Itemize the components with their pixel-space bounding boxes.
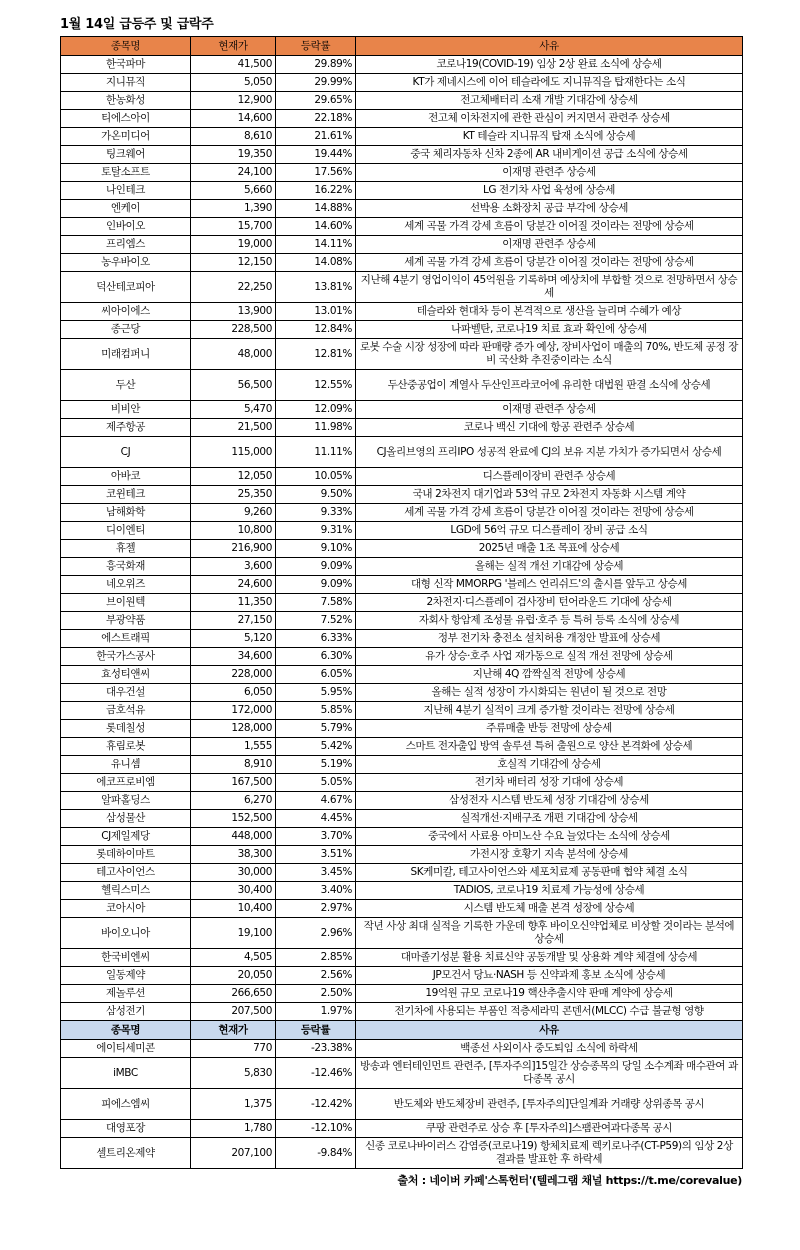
- table-row: [61, 702, 743, 720]
- stock-name: 피에스엠씨: [61, 1089, 191, 1120]
- table-row: [61, 792, 743, 810]
- reason: 선박용 소화장치 공급 부각에 상승세: [356, 200, 743, 218]
- table-row: [61, 272, 743, 303]
- stock-name: 지니뮤직: [61, 74, 191, 92]
- reason: 스마트 전자출입 방역 솔루션 특허 출원으로 양산 본격화에 상승세: [356, 738, 743, 756]
- current-price: 4,505: [191, 949, 276, 967]
- gainers-section: [61, 37, 743, 1021]
- page-title: 1월 14일 급등주 및 급락주: [60, 17, 214, 32]
- reason: 19억원 규모 코로나19 핵산추출시약 판매 계약에 상승세: [356, 985, 743, 1003]
- stock-name: 코아시아: [61, 900, 191, 918]
- current-price: 5,120: [191, 630, 276, 648]
- stock-name: 브이원텍: [61, 594, 191, 612]
- current-price: 19,100: [191, 918, 276, 949]
- change-rate: 7.52%: [276, 612, 356, 630]
- reason: 주류매출 반등 전망에 상승세: [356, 720, 743, 738]
- change-rate: 5.95%: [276, 684, 356, 702]
- table-row: [61, 684, 743, 702]
- table-row: [61, 630, 743, 648]
- stock-name: 흥국화재: [61, 558, 191, 576]
- current-price: 15,700: [191, 218, 276, 236]
- reason: 시스템 반도체 매출 본격 성장에 상승세: [356, 900, 743, 918]
- stock-name: 한국파마: [61, 56, 191, 74]
- change-rate: 6.30%: [276, 648, 356, 666]
- stock-name: 롯데하이마트: [61, 846, 191, 864]
- reason: 로봇 수술 시장 성장에 따라 판매량 증가 예상, 장비사업이 매출의 70%, 반도체 공정 장비 국산화 추진중이라는 소식: [356, 339, 743, 370]
- change-rate: 3.51%: [276, 846, 356, 864]
- stock-name: 티에스아이: [61, 110, 191, 128]
- change-rate: 10.05%: [276, 468, 356, 486]
- stock-name: 프리엠스: [61, 236, 191, 254]
- stock-name: 바이오니아: [61, 918, 191, 949]
- stock-name: 휴림로봇: [61, 738, 191, 756]
- reason: 전기차 배터리 성장 기대에 상승세: [356, 774, 743, 792]
- current-price: 207,500: [191, 1003, 276, 1021]
- current-price: 115,000: [191, 437, 276, 468]
- reason: 정부 전기차 충전소 설치허용 개정안 발표에 상승세: [356, 630, 743, 648]
- header-reason: 사유: [356, 37, 743, 56]
- table-row: [61, 254, 743, 272]
- table-row: [61, 321, 743, 339]
- stock-name: 일동제약: [61, 967, 191, 985]
- table-row: [61, 128, 743, 146]
- stock-name: 삼성전기: [61, 1003, 191, 1021]
- table-row: [61, 164, 743, 182]
- current-price: 8,610: [191, 128, 276, 146]
- table-row: [61, 1040, 743, 1058]
- change-rate: 2.96%: [276, 918, 356, 949]
- current-price: 770: [191, 1040, 276, 1058]
- reason: 지난해 4분기 영업이익이 45억원을 기록하며 예상치에 부합할 것으로 전망하면서 상승세: [356, 272, 743, 303]
- current-price: 30,400: [191, 882, 276, 900]
- current-price: 1,555: [191, 738, 276, 756]
- current-price: 12,150: [191, 254, 276, 272]
- table-row: [61, 1089, 743, 1120]
- table-row: [61, 756, 743, 774]
- stock-name: 테고사이언스: [61, 864, 191, 882]
- current-price: 19,350: [191, 146, 276, 164]
- table-row: [61, 882, 743, 900]
- header-price: 현재가: [191, 37, 276, 56]
- reason: 작년 사상 최대 실적을 기록한 가운데 향후 바이오신약업체로 비상할 것이라는 분석에 상승세: [356, 918, 743, 949]
- reason: TADIOS, 코로나19 치료제 가능성에 상승세: [356, 882, 743, 900]
- change-rate: 5.85%: [276, 702, 356, 720]
- reason: 세계 곡물 가격 강세 흐름이 당분간 이어질 것이라는 전망에 상승세: [356, 218, 743, 236]
- stock-name: 롯데칠성: [61, 720, 191, 738]
- current-price: 5,830: [191, 1058, 276, 1089]
- change-rate: 13.81%: [276, 272, 356, 303]
- stock-name: CJ제일제당: [61, 828, 191, 846]
- reason: 이재명 관련주 상승세: [356, 236, 743, 254]
- table-row: [61, 437, 743, 468]
- stock-name: iMBC: [61, 1058, 191, 1089]
- header-name: 종목명: [61, 37, 191, 56]
- table-row: [61, 146, 743, 164]
- change-rate: 12.09%: [276, 401, 356, 419]
- stock-name: 미래컴퍼니: [61, 339, 191, 370]
- stock-name: 씨아이에스: [61, 303, 191, 321]
- reason: 전기차에 사용되는 부품인 적층세라믹 콘덴서(MLCC) 수급 불균형 영향: [356, 1003, 743, 1021]
- change-rate: 14.60%: [276, 218, 356, 236]
- change-rate: 12.55%: [276, 370, 356, 401]
- table-row: [61, 774, 743, 792]
- stock-name: 휴젤: [61, 540, 191, 558]
- stock-table: [60, 36, 743, 1169]
- change-rate: 2.85%: [276, 949, 356, 967]
- stock-name: 헬릭스미스: [61, 882, 191, 900]
- stock-name: 네오위즈: [61, 576, 191, 594]
- stock-name: 대영포장: [61, 1120, 191, 1138]
- reason: 올해는 실적 성장이 가시화되는 원년이 될 것으로 전망: [356, 684, 743, 702]
- current-price: 22,250: [191, 272, 276, 303]
- change-rate: 12.81%: [276, 339, 356, 370]
- change-rate: 9.50%: [276, 486, 356, 504]
- stock-name: 에이티세미콘: [61, 1040, 191, 1058]
- change-rate: 9.33%: [276, 504, 356, 522]
- reason: 호실적 기대감에 상승세: [356, 756, 743, 774]
- current-price: 6,270: [191, 792, 276, 810]
- stock-name: 삼성물산: [61, 810, 191, 828]
- stock-name: 남해화학: [61, 504, 191, 522]
- change-rate: 2.50%: [276, 985, 356, 1003]
- current-price: 19,000: [191, 236, 276, 254]
- reason: 두산중공업이 계열사 두산인프라코어에 유리한 대법원 판결 소식에 상승세: [356, 370, 743, 401]
- reason: KT가 제네시스에 이어 테슬라에도 지니뮤직을 탑재한다는 소식: [356, 74, 743, 92]
- table-row: [61, 864, 743, 882]
- reason: 지난해 4Q 깜짝실적 전망에 상승세: [356, 666, 743, 684]
- reason: 삼성전자 시스템 반도체 성장 기대감에 상승세: [356, 792, 743, 810]
- stock-name: 토탈소프트: [61, 164, 191, 182]
- change-rate: 11.98%: [276, 419, 356, 437]
- table-row: [61, 846, 743, 864]
- current-price: 5,470: [191, 401, 276, 419]
- stock-name: 나인테크: [61, 182, 191, 200]
- stock-name: 한국비엔씨: [61, 949, 191, 967]
- change-rate: 3.70%: [276, 828, 356, 846]
- change-rate: -12.46%: [276, 1058, 356, 1089]
- table-row: [61, 828, 743, 846]
- reason: 쿠팡 관련주로 상승 후 [투자주의]스팸관여과다종목 공시: [356, 1120, 743, 1138]
- current-price: 30,000: [191, 864, 276, 882]
- header-change: 등락률: [276, 1021, 356, 1040]
- change-rate: 9.09%: [276, 558, 356, 576]
- reason: 중국 체리자동차 신차 2종에 AR 내비게이션 공급 소식에 상승세: [356, 146, 743, 164]
- stock-name: 유니셈: [61, 756, 191, 774]
- stock-name: 한국가스공사: [61, 648, 191, 666]
- reason: 유가 상승·호주 사업 재가동으로 실적 개선 전망에 상승세: [356, 648, 743, 666]
- table-row: [61, 1120, 743, 1138]
- current-price: 10,400: [191, 900, 276, 918]
- table-row: [61, 92, 743, 110]
- change-rate: 5.79%: [276, 720, 356, 738]
- report: [60, 14, 742, 1188]
- current-price: 27,150: [191, 612, 276, 630]
- table-row: [61, 218, 743, 236]
- change-rate: 9.09%: [276, 576, 356, 594]
- current-price: 24,100: [191, 164, 276, 182]
- current-price: 25,350: [191, 486, 276, 504]
- source-credit: 출처 : 네이버 카페'스톡헌터'(텔레그램 채널 https://t.me/corevalue): [397, 1174, 742, 1187]
- change-rate: 29.89%: [276, 56, 356, 74]
- change-rate: 17.56%: [276, 164, 356, 182]
- reason: 대마졸기성분 활용 치료신약 공동개발 및 상용화 계약 체결에 상승세: [356, 949, 743, 967]
- current-price: 12,050: [191, 468, 276, 486]
- change-rate: 19.44%: [276, 146, 356, 164]
- stock-name: 두산: [61, 370, 191, 401]
- table-row: [61, 720, 743, 738]
- current-price: 24,600: [191, 576, 276, 594]
- current-price: 216,900: [191, 540, 276, 558]
- reason: 지난해 4분기 실적이 크게 증가할 것이라는 전망에 상승세: [356, 702, 743, 720]
- current-price: 3,600: [191, 558, 276, 576]
- table-row: [61, 967, 743, 985]
- header-name: 종목명: [61, 1021, 191, 1040]
- current-price: 1,390: [191, 200, 276, 218]
- stock-name: 농우바이오: [61, 254, 191, 272]
- stock-name: 디이엔티: [61, 522, 191, 540]
- change-rate: -12.42%: [276, 1089, 356, 1120]
- reason: 중국에서 사료용 아미노산 수요 늘었다는 소식에 상승세: [356, 828, 743, 846]
- current-price: 10,800: [191, 522, 276, 540]
- stock-name: 에스트래픽: [61, 630, 191, 648]
- change-rate: 3.40%: [276, 882, 356, 900]
- change-rate: 6.05%: [276, 666, 356, 684]
- table-row: [61, 666, 743, 684]
- reason: LGD에 56억 규모 디스플레이 장비 공급 소식: [356, 522, 743, 540]
- stock-name: 인바이오: [61, 218, 191, 236]
- reason: JP모건서 당뇨·NASH 등 신약과제 홍보 소식에 상승세: [356, 967, 743, 985]
- table-row: [61, 985, 743, 1003]
- current-price: 8,910: [191, 756, 276, 774]
- current-price: 228,000: [191, 666, 276, 684]
- reason: 코로나 백신 기대에 항공 관련주 상승세: [356, 419, 743, 437]
- reason: 이재명 관련주 상승세: [356, 401, 743, 419]
- stock-name: 한농화성: [61, 92, 191, 110]
- stock-name: 종근당: [61, 321, 191, 339]
- reason: 세계 곡물 가격 강세 흐름이 당분간 이어질 것이라는 전망에 상승세: [356, 504, 743, 522]
- reason: 2차전지·디스플레이 검사장비 턴어라운드 기대에 상승세: [356, 594, 743, 612]
- change-rate: -23.38%: [276, 1040, 356, 1058]
- current-price: 9,260: [191, 504, 276, 522]
- current-price: 12,900: [191, 92, 276, 110]
- header-change: 등락률: [276, 37, 356, 56]
- current-price: 21,500: [191, 419, 276, 437]
- current-price: 13,900: [191, 303, 276, 321]
- table-row: [61, 370, 743, 401]
- table-row: [61, 236, 743, 254]
- stock-name: 효성티앤씨: [61, 666, 191, 684]
- change-rate: 16.22%: [276, 182, 356, 200]
- current-price: 152,500: [191, 810, 276, 828]
- change-rate: 1.97%: [276, 1003, 356, 1021]
- current-price: 20,050: [191, 967, 276, 985]
- change-rate: 14.88%: [276, 200, 356, 218]
- change-rate: 12.84%: [276, 321, 356, 339]
- change-rate: 6.33%: [276, 630, 356, 648]
- header-reason: 사유: [356, 1021, 743, 1040]
- change-rate: 22.18%: [276, 110, 356, 128]
- decliners-section: [61, 1021, 743, 1169]
- stock-name: 덕산테코피아: [61, 272, 191, 303]
- stock-name: 제주항공: [61, 419, 191, 437]
- table-row: [61, 648, 743, 666]
- current-price: 5,050: [191, 74, 276, 92]
- change-rate: -12.10%: [276, 1120, 356, 1138]
- current-price: 11,350: [191, 594, 276, 612]
- table-row: [61, 182, 743, 200]
- change-rate: 5.19%: [276, 756, 356, 774]
- table-row: [61, 200, 743, 218]
- stock-name: 비비안: [61, 401, 191, 419]
- table-row: [61, 576, 743, 594]
- current-price: 1,375: [191, 1089, 276, 1120]
- change-rate: 5.05%: [276, 774, 356, 792]
- stock-name: 셀트리온제약: [61, 1138, 191, 1169]
- table-row: [61, 468, 743, 486]
- change-rate: 11.11%: [276, 437, 356, 468]
- reason: 방송과 엔터테인먼트 관련주, [투자주의]15일간 상승종목의 당일 소수계좌 매수관여 과다종목 공시: [356, 1058, 743, 1089]
- table-row: [61, 1138, 743, 1169]
- table-row: [61, 1058, 743, 1089]
- reason: 코로나19(COVID-19) 임상 2상 완료 소식에 상승세: [356, 56, 743, 74]
- reason: 실적개선·지배구조 개편 기대감에 상승세: [356, 810, 743, 828]
- reason: 백종선 사외이사 중도퇴임 소식에 하락세: [356, 1040, 743, 1058]
- current-price: 172,000: [191, 702, 276, 720]
- current-price: 48,000: [191, 339, 276, 370]
- change-rate: 4.45%: [276, 810, 356, 828]
- current-price: 167,500: [191, 774, 276, 792]
- table-row: [61, 419, 743, 437]
- reason: SK케미칼, 테고사이언스와 세포치료제 공동판매 협약 체결 소식: [356, 864, 743, 882]
- stock-name: 대우건설: [61, 684, 191, 702]
- change-rate: 7.58%: [276, 594, 356, 612]
- stock-name: 부광약품: [61, 612, 191, 630]
- gainers-header-row: [61, 37, 743, 56]
- current-price: 34,600: [191, 648, 276, 666]
- reason: 전고체 이차전지에 관한 관심이 커지면서 관련주 상승세: [356, 110, 743, 128]
- decliners-header-row: [61, 1021, 743, 1040]
- table-row: [61, 486, 743, 504]
- stock-name: 아바코: [61, 468, 191, 486]
- reason: 테슬라와 현대차 등이 본격적으로 생산을 늘리며 수혜가 예상: [356, 303, 743, 321]
- reason: 이재명 관련주 상승세: [356, 164, 743, 182]
- table-row: [61, 522, 743, 540]
- current-price: 448,000: [191, 828, 276, 846]
- table-row: [61, 540, 743, 558]
- current-price: 1,780: [191, 1120, 276, 1138]
- table-row: [61, 900, 743, 918]
- stock-name: 팅크웨어: [61, 146, 191, 164]
- current-price: 41,500: [191, 56, 276, 74]
- stock-name: 금호석유: [61, 702, 191, 720]
- reason: 자회사 항암제 조성물 유럽·호주 등 특허 등록 소식에 상승세: [356, 612, 743, 630]
- table-row: [61, 558, 743, 576]
- current-price: 6,050: [191, 684, 276, 702]
- reason: 가전시장 호황기 지속 분석에 상승세: [356, 846, 743, 864]
- table-row: [61, 810, 743, 828]
- current-price: 128,000: [191, 720, 276, 738]
- table-row: [61, 949, 743, 967]
- change-rate: 14.08%: [276, 254, 356, 272]
- change-rate: 14.11%: [276, 236, 356, 254]
- stock-name: 알파홀딩스: [61, 792, 191, 810]
- current-price: 56,500: [191, 370, 276, 401]
- stock-name: 가온미디어: [61, 128, 191, 146]
- table-row: [61, 918, 743, 949]
- change-rate: 4.67%: [276, 792, 356, 810]
- stock-name: 코윈테크: [61, 486, 191, 504]
- table-row: [61, 339, 743, 370]
- change-rate: -9.84%: [276, 1138, 356, 1169]
- reason: 대형 신작 MMORPG '블레스 언리쉬드'의 출시를 앞두고 상승세: [356, 576, 743, 594]
- table-row: [61, 110, 743, 128]
- current-price: 38,300: [191, 846, 276, 864]
- table-row: [61, 504, 743, 522]
- reason: 반도체와 반도체장비 관련주, [투자주의]단일계좌 거래량 상위종목 공시: [356, 1089, 743, 1120]
- change-rate: 29.99%: [276, 74, 356, 92]
- stock-name: 제놀루션: [61, 985, 191, 1003]
- stock-name: 엔케이: [61, 200, 191, 218]
- change-rate: 13.01%: [276, 303, 356, 321]
- reason: 국내 2차전지 대기업과 53억 규모 2차전지 자동화 시스템 계약: [356, 486, 743, 504]
- table-row: [61, 303, 743, 321]
- table-row: [61, 56, 743, 74]
- reason: 디스플레이장비 관련주 상승세: [356, 468, 743, 486]
- reason: CJ올리브영의 프리IPO 성공적 완료에 CJ의 보유 지분 가치가 증가되면서 상승세: [356, 437, 743, 468]
- current-price: 228,500: [191, 321, 276, 339]
- table-row: [61, 401, 743, 419]
- change-rate: 29.65%: [276, 92, 356, 110]
- table-row: [61, 738, 743, 756]
- reason: KT 테슬라 지니뮤직 탑재 소식에 상승세: [356, 128, 743, 146]
- change-rate: 21.61%: [276, 128, 356, 146]
- reason: 2025년 매출 1조 목표에 상승세: [356, 540, 743, 558]
- reason: 신종 코로나바이러스 감염증(코로나19) 항체치료제 렉키로나주(CT-P59)의 임상 2상 결과를 발표한 후 하락세: [356, 1138, 743, 1169]
- current-price: 207,100: [191, 1138, 276, 1169]
- current-price: 266,650: [191, 985, 276, 1003]
- table-row: [61, 612, 743, 630]
- change-rate: 3.45%: [276, 864, 356, 882]
- table-row: [61, 74, 743, 92]
- change-rate: 2.56%: [276, 967, 356, 985]
- stock-name: CJ: [61, 437, 191, 468]
- reason: LG 전기차 사업 육성에 상승세: [356, 182, 743, 200]
- reason: 올해는 실적 개선 기대감에 상승세: [356, 558, 743, 576]
- table-row: [61, 594, 743, 612]
- reason: 세계 곡물 가격 강세 흐름이 당분간 이어질 것이라는 전망에 상승세: [356, 254, 743, 272]
- header-price: 현재가: [191, 1021, 276, 1040]
- reason: 나파벨탄, 코로나19 치료 효과 확인에 상승세: [356, 321, 743, 339]
- change-rate: 9.31%: [276, 522, 356, 540]
- change-rate: 9.10%: [276, 540, 356, 558]
- current-price: 5,660: [191, 182, 276, 200]
- change-rate: 2.97%: [276, 900, 356, 918]
- reason: 전고체배터리 소재 개발 기대감에 상승세: [356, 92, 743, 110]
- stock-name: 에코프로비엠: [61, 774, 191, 792]
- table-row: [61, 1003, 743, 1021]
- current-price: 14,600: [191, 110, 276, 128]
- change-rate: 5.42%: [276, 738, 356, 756]
